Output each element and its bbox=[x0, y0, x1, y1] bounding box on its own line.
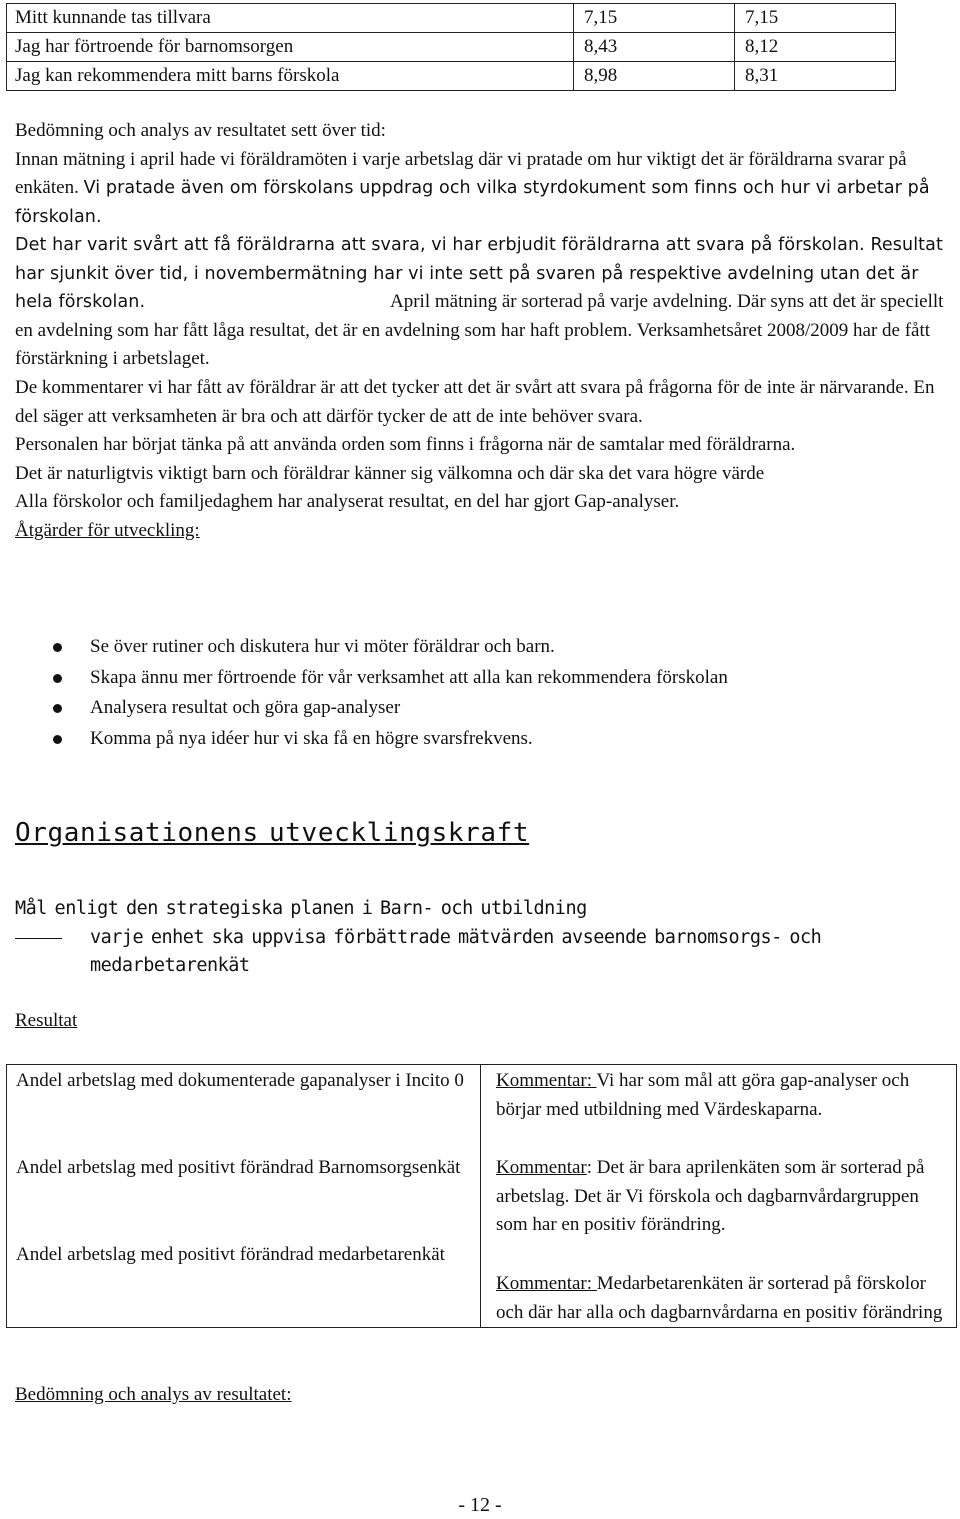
value-cell: 8,31 bbox=[735, 62, 896, 91]
paragraph: April mätning är sorterad på varje avdelning. Där syns att det är speciellt en avdelning som har fått låga resultat, det är en avdelning som har haft problem. Verksamhetsåret 2008/2009 har de fått förstärkning i arbetslaget. bbox=[15, 291, 944, 369]
value-cell: 8,98 bbox=[574, 62, 735, 91]
bullet-icon bbox=[53, 735, 62, 744]
row-label: Mitt kunnande tas tillvara bbox=[7, 4, 574, 33]
list-item bbox=[15, 724, 950, 755]
table-row bbox=[7, 62, 896, 91]
list-item-text: Se över rutiner och diskutera hur vi möter föräldrar och barn. bbox=[90, 636, 555, 657]
page-number: - 12 - bbox=[458, 1494, 502, 1516]
comment-text: Medarbetarenkäten är sorterad på förskolor och där har alla och dagbarnvårdarna en positiv förändring bbox=[496, 1273, 943, 1323]
value-cell: 8,43 bbox=[574, 33, 735, 62]
paragraph bbox=[15, 146, 950, 232]
analysis-heading: Bedömning och analys av resultatet: bbox=[15, 1384, 292, 1405]
table-row bbox=[7, 4, 896, 33]
bullet-icon bbox=[53, 674, 62, 683]
value-cell: 8,12 bbox=[735, 33, 896, 62]
indicator: Andel arbetslag med dokumenterade gapanalyser i Incito 0 bbox=[16, 1070, 464, 1091]
list-item bbox=[15, 693, 950, 724]
paragraph: Det har varit svårt att få föräldrarna att svara, vi har erbjudit föräldrarna att svara på förskolan. Resultat har sjunkit över tid, i novembermätning har vi inte sett på svaren på respektive avdelning utan det är hela förskolan. bbox=[15, 235, 943, 312]
analysis-heading: Bedömning och analys av resultatet sett över tid: bbox=[15, 120, 386, 141]
analysis-over-time bbox=[15, 117, 950, 317]
comment-text: Vi har som mål att göra gap-analyser och börjar med utbildning med Värdeskaparna. bbox=[496, 1070, 910, 1120]
section-title: Organisationens utvecklingskraft bbox=[15, 818, 530, 848]
paragraph-text: Innan mätning i april hade vi föräldramöten i varje arbetslag där vi pratade om hur viktigt det är föräldrarna svarar på enkäten. bbox=[15, 148, 907, 198]
indicator: Andel arbetslag med positivt förändrad Barnomsorgsenkät bbox=[16, 1157, 461, 1178]
comment-text: : Det är bara aprilenkäten som är sorterad på arbetslag. Det är Vi förskola och dagbarnvårdargruppen som har en positiv förändring. bbox=[496, 1157, 925, 1235]
indicator: Andel arbetslag med positivt förändrad medarbetarenkät bbox=[16, 1244, 445, 1265]
table-row bbox=[7, 33, 896, 62]
paragraph: Det är naturligtvis viktigt barn och föräldrar känner sig välkomna och där ska det vara högre värde bbox=[15, 462, 765, 484]
comment-label: Kommentar: bbox=[496, 1273, 597, 1294]
comments-cell bbox=[481, 1065, 957, 1328]
comment-label: Kommentar: bbox=[496, 1070, 597, 1091]
table-row bbox=[7, 1065, 957, 1328]
list-item-text: Skapa ännu mer förtroende för vår verksamhet att alla kan rekommendera förskolan bbox=[90, 666, 728, 688]
scores-table bbox=[6, 3, 896, 91]
actions-heading: Åtgärder för utveckling: bbox=[15, 519, 200, 541]
results-table bbox=[6, 1064, 957, 1328]
value-cell: 7,15 bbox=[735, 4, 896, 33]
row-label: Jag kan rekommendera mitt barns förskola bbox=[7, 62, 574, 91]
value-cell: 7,15 bbox=[574, 4, 735, 33]
comment bbox=[496, 1154, 947, 1270]
list-item-text: Analysera resultat och göra gap-analyser bbox=[90, 697, 401, 718]
comment bbox=[496, 1067, 947, 1154]
goal-item bbox=[15, 924, 950, 981]
actions-list-block bbox=[15, 632, 950, 754]
row-label: Jag har förtroende för barnomsorgen bbox=[7, 33, 574, 62]
comment-label: Kommentar bbox=[496, 1157, 587, 1178]
paragraph-block bbox=[15, 374, 950, 545]
bullet-icon bbox=[53, 643, 62, 652]
paragraph: De kommentarer vi har fått av föräldrar är att det tycker att det är svårt att svara på frågorna för de inte är närvarande. En del säger att verksamheten är bra och att därför tycker de att de inte behöver svara. bbox=[15, 377, 935, 427]
comment bbox=[496, 1270, 947, 1327]
list-item-text: Komma på nya idéer hur vi ska få en högre svarsfrekvens. bbox=[90, 727, 533, 749]
goal-item-text: varje enhet ska uppvisa förbättrade mätvärden avseende barnomsorgs- och medarbetarenkät bbox=[90, 926, 822, 976]
paragraph-block bbox=[15, 288, 950, 374]
paragraph-text: Vi pratade även om förskolans uppdrag och vilka styrdokument som finns och hur vi arbetar på förskolan. bbox=[15, 178, 930, 227]
indicators-cell bbox=[7, 1065, 481, 1328]
dash-icon bbox=[15, 938, 62, 940]
paragraph: Personalen har börjat tänka på att använda orden som finns i frågorna när de samtalar med föräldrarna. bbox=[15, 434, 796, 455]
actions-list bbox=[15, 632, 950, 754]
list-item bbox=[15, 663, 950, 694]
goal-block bbox=[15, 895, 950, 981]
bullet-icon bbox=[53, 704, 62, 713]
goal-heading: Mål enligt den strategiska planen i Barn- och utbildning bbox=[15, 898, 587, 919]
list-item bbox=[15, 632, 950, 663]
paragraph: Alla förskolor och familjedaghem har analyserat resultat, en del har gjort Gap-analyser. bbox=[15, 491, 680, 512]
resultat-label: Resultat bbox=[15, 1010, 78, 1031]
